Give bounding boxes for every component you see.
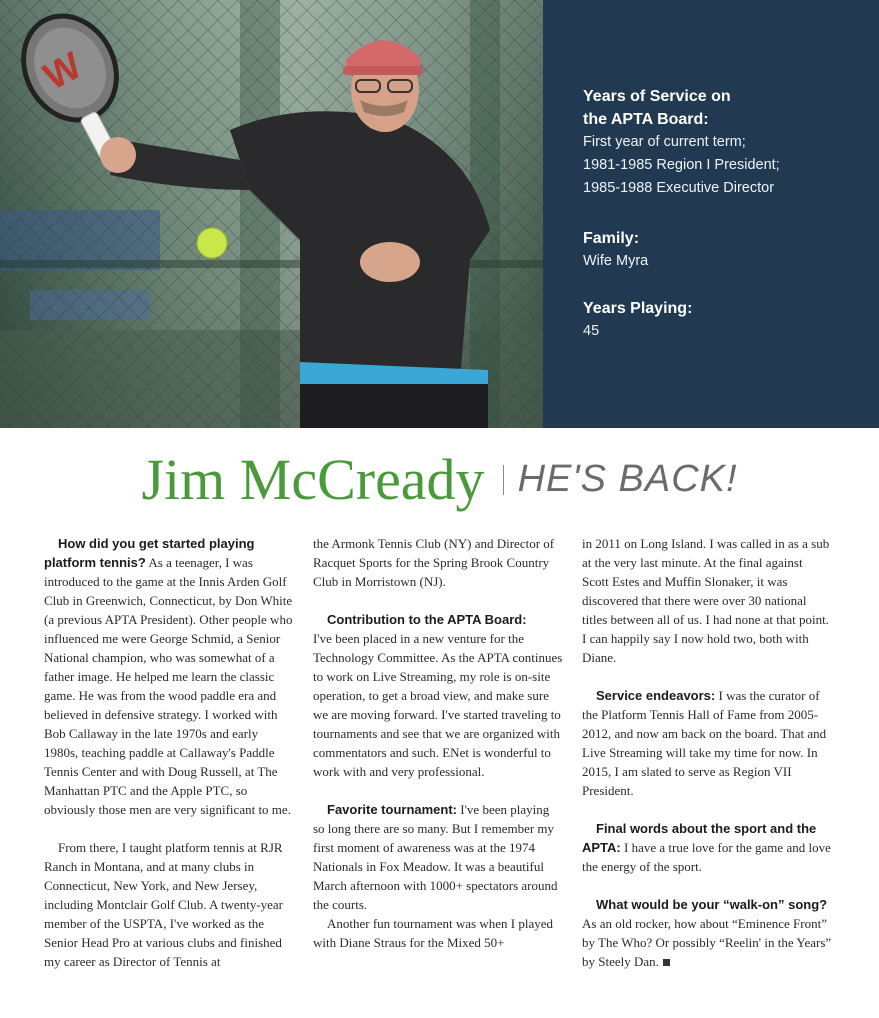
article-paragraph [582, 534, 832, 667]
service-line: First year of current term; [583, 134, 746, 150]
question-lead: Service endeavors: [596, 688, 716, 703]
end-of-article-mark [663, 959, 670, 966]
article-column-1 [44, 534, 294, 971]
paragraph-text: I've been playing so long there are so many. But I remember my first moment of awareness was at the 1974 Nationals in Fox Meadow. It was a beautiful March afternoon with 1000+ spectators around the courts. [313, 802, 558, 912]
paragraph-text: the Armonk Tennis Club (NY) and Director of Racquet Sports for the Spring Brook Country Club in Morristown (NJ). [313, 536, 555, 589]
service-heading: Years of Service on the APTA Board: [583, 88, 731, 128]
paragraph-text: in 2011 on Long Island. I was called in as a sub at the very last minute. At the final against Scott Estes and Muffin Slonaker, it was discovered that there were over 30 national titles between all of us. I had none at that point. I can happily say I now hold two, both with Diane. [582, 536, 830, 665]
article-paragraph [313, 800, 563, 914]
article-headline [0, 446, 879, 516]
headline-name: Jim McCready [141, 447, 485, 512]
article-paragraph [44, 838, 294, 971]
family-block [583, 227, 863, 273]
service-line: 1985-1988 Executive Director [583, 180, 775, 196]
article-column-2 [313, 534, 563, 952]
article-paragraph [582, 895, 832, 914]
article-paragraph [582, 819, 832, 876]
question-lead: Favorite tournament: [327, 802, 458, 817]
article-paragraph [313, 629, 563, 781]
paragraph-text: As a teenager, I was introduced to the game at the Innis Arden Golf Club in Greenwich, Connecticut, by Don White (a previous APTA President). Other people who influenced me were George Schmid, a Senior National champion, who was somewhat of a father image. He helped me learn the classic game. He was from the wood paddle era and believed in defensive strategy. I worked with Bob Callaway in the late 1970s and early 1980s, teaching paddle at Callaway's Paddle Tennis Center and with Doug Russell, at The Manhattan PTC and the Apple PTC, so obviously those men are very significant to me. [44, 555, 293, 817]
question-lead: Final words about the sport and the APTA: [582, 821, 817, 855]
paragraph-text: I was the curator of the Platform Tennis Hall of Fame from 2005-2012, and now am back on the board. That and Live Streaming will take my time for now. In 2015, I am slated to serve as Region VII President. [582, 688, 827, 798]
paragraph-text: Another fun tournament was when I played with Diane Straus for the Mixed 50+ [313, 916, 553, 950]
headline-subtitle: HE'S BACK! [517, 458, 738, 500]
article-paragraph [582, 686, 832, 800]
family-heading: Family: [583, 230, 640, 247]
question-lead: Contribution to the APTA Board: [327, 612, 527, 627]
article-paragraph [44, 534, 294, 819]
playing-block [583, 297, 863, 343]
service-line: 1981-1985 Region I President; [583, 157, 780, 173]
question-lead: What would be your “walk-on” song? [596, 897, 828, 912]
headline-divider [503, 465, 504, 495]
paragraph-text: I've been placed in a new venture for the Technology Committee. As the APTA continues to work on Live Streaming, my role is on-site operation, to get a broad view, and make sure we are moving forward. I've started traveling to tournaments and see that we are organized with commentators and such. ENet is wonderful to work with and very professional. [313, 631, 563, 779]
svg-text:W: W [37, 44, 89, 99]
hero-section [0, 0, 879, 428]
paragraph-text: I have a true love for the game and love the energy of the sport. [582, 840, 831, 874]
playing-value: 45 [583, 323, 600, 339]
article-paragraph [582, 914, 832, 971]
playing-heading: Years Playing: [583, 300, 693, 317]
paragraph-text: As an old rocker, how about “Eminence Front” by The Who? Or possibly “Reelin' in the Years” by Steely Dan. [582, 916, 832, 969]
article-paragraph [313, 610, 563, 629]
profile-sidebar [543, 0, 879, 428]
tennis-player-photo [0, 0, 543, 428]
article-column-3 [582, 534, 832, 971]
article-paragraph [313, 914, 563, 952]
photo-illustration [0, 0, 543, 428]
question-lead: How did you get started playing platform tennis? [44, 536, 255, 570]
paragraph-text: From there, I taught platform tennis at RJR Ranch in Montana, and at many clubs in Connecticut, New York, and New Jersey, including Montclair Golf Club. A twenty-year member of the USPTA, I've worked as the Senior Head Pro at various clubs and finished my career as Director of Tennis at [44, 840, 284, 969]
article-paragraph [313, 534, 563, 591]
family-value: Wife Myra [583, 253, 649, 269]
service-block [583, 85, 863, 200]
